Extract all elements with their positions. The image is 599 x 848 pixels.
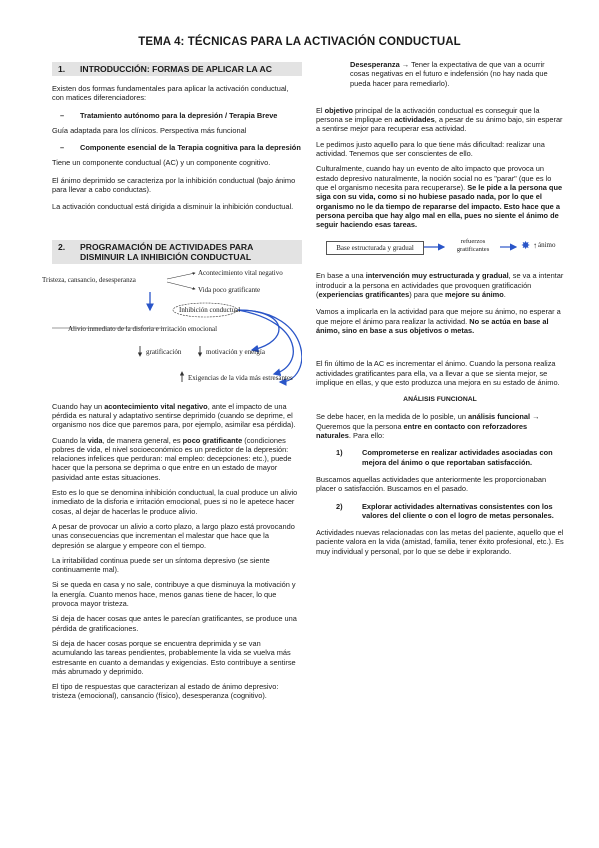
paragraph: En base a una intervención muy estructurada y gradual, se va a intentar introducir a la persona en actividades que provoquen gratificación (experiencias gratificantes) para que mejore su ánimo. bbox=[316, 271, 564, 300]
diagram-label-acontecimiento: Acontecimiento vital negativo bbox=[198, 268, 283, 277]
paragraph: Guía adaptada para los clínicos. Perspectiva más funcional bbox=[52, 125, 247, 135]
paragraph: El fin último de la AC es incrementar el ánimo. Cuando la persona realiza actividades gratificantes para ella, va a llevar a que se sienta mejor, se implique en ellas, y que esto produzca una mejora en su estado de ánimo. bbox=[316, 359, 560, 387]
diagram-label-alivio: Alivio inmediato de la disforia e irritación emocional bbox=[68, 324, 218, 333]
flow-label-animo: ánimo bbox=[538, 241, 556, 250]
list-item: 1) Comprometerse en realizar actividades asociadas con mejora del ánimo o que reportaban satisfacción. bbox=[336, 448, 553, 467]
section-heading-2: 2. PROGRAMACIÓN DE ACTIVIDADES PARA DISMINUIR LA INHIBICIÓN CONDUCTUAL bbox=[52, 240, 302, 264]
paragraph: Culturalmente, cuando hay un evento de alto impacto que provoca un estado depresivo naturalmente, la noción social no es "parar" (que es lo que el organismo necesita para recuperarse). Se le pide a la persona que siga con su vida, como si no hubiese pasado nada, por lo que el organismo no le da tiempo de repararse del impacto. Esto hace que a persona perciba que hay algo mal en ella, pues no siente el ánimo de seguir haciendo esas tareas. bbox=[316, 164, 563, 230]
subheading-analisis-funcional: ANÁLISIS FUNCIONAL bbox=[403, 396, 477, 404]
flow-label-refuerzos: refuerzos gratificantes bbox=[456, 238, 490, 253]
paragraph: A pesar de provocar un alivio a corto plazo, a largo plazo está provocando unas consecuencias que incrementan el malestar que hace que la depresión se alargue y empeore con el tiempo. bbox=[52, 521, 295, 550]
paragraph: Actividades nuevas relacionadas con las metas del paciente, aquello que el paciente valora en la vida (amistad, familia, tener éxito profesional, etc.). Es muy individual y personal, por lo que se debe ir explorando. bbox=[316, 528, 564, 556]
paragraph: Esto es lo que se denomina inhibición conductual, la cual produce un alivio inmediato de la disforia e irritación emocional, pues si no le apetece hacer cosas, al dejar de hacerlas le produce alivio. bbox=[52, 488, 298, 516]
diagram-label-inhibicion: Inhibición conductual bbox=[179, 305, 241, 314]
paragraph: Si se queda en casa y no sale, contribuye a que disminuya la motivación y la energía. Cuanto menos hace, menos ganas tiene de hacer, lo que provoca mayor tristeza. bbox=[52, 580, 296, 609]
diagram-label-exigencias: Exigencias de la vida más estresantes bbox=[188, 373, 293, 382]
inhibition-diagram bbox=[42, 268, 302, 388]
paragraph: Si deja de hacer cosas porque se encuentra deprimida y se van acumulando las tareas pendientes, probablemente la vida se vuelva más estresante en cuanto a demandas y exigencias. Esto contribuye a sentirse más abrumado y deprimido. bbox=[52, 638, 296, 676]
right-column bbox=[316, 60, 564, 556]
diagram-label-sintomas: Tristeza, cansancio, desesperanza bbox=[42, 275, 136, 284]
burst-icon: ✸ bbox=[521, 240, 531, 253]
paragraph: Buscamos aquellas actividades que anteriormente les proporcionaban placer o satisfacción. Buscamos en el pasado. bbox=[316, 474, 547, 494]
diagram-label-gratificacion: gratificación bbox=[146, 347, 182, 356]
left-column bbox=[42, 60, 302, 701]
activation-flow bbox=[316, 237, 564, 259]
paragraph: Tiene un componente conductual (AC) y un componente cognitivo. bbox=[52, 158, 271, 168]
diagram-label-motivacion: motivación y energía bbox=[206, 347, 265, 356]
paragraph: Vamos a implicarla en la actividad para que mejore su ánimo, no esperar a que mejore el ánimo para realizar la actividad. No se actúa en base al ánimo, sino en base a sus objetivos o metas. bbox=[316, 307, 561, 335]
paragraph: La activación conductual está dirigida a disminuir la inhibición conductual. bbox=[52, 202, 294, 212]
paragraph: Existen dos formas fundamentales para aplicar la activación conductual, con matices diferenciadores: bbox=[52, 84, 289, 103]
list-item: 2) Explorar actividades alternativas consistentes con los valores del cliente o con el logro de metas personales. bbox=[336, 501, 554, 520]
paragraph: Cuando hay un acontecimiento vital negativo, ante el impacto de una pérdida es natural y adaptativo sentirse deprimido (cuando se deprime, el organismo nos dice que paremos para, por ejemplo, asimilar esa pérdida). bbox=[52, 401, 296, 430]
paragraph: El objetivo principal de la activación conductual es conseguir que la persona se implique en actividades, a pesar de su ánimo bajo, sin esperar a sentirse mejor para recuperar esa actividad. bbox=[316, 105, 563, 134]
paragraph: Se debe hacer, en la medida de lo posible, un análisis funcional → Queremos que la persona entre en contacto con reforzadores naturales. Para ello: bbox=[316, 412, 540, 441]
diagram-label-vida: Vida poco gratificante bbox=[198, 285, 261, 294]
paragraph: Si deja de hacer cosas que antes le parecían gratificantes, se produce una pérdida de gratificaciones. bbox=[52, 614, 297, 633]
paragraph: El ánimo deprimido se caracteriza por la inhibición conductual (bajo ánimo para llevar a cabo conductas). bbox=[52, 175, 296, 195]
list-item: – Componente esencial de la Terapia cognitiva para la depresión bbox=[60, 143, 301, 153]
page-title: TEMA 4: TÉCNICAS PARA LA ACTIVACIÓN CONDUCTUAL bbox=[138, 36, 461, 48]
paragraph: Desesperanza → Tener la expectativa de que van a ocurrir cosas negativas en el futuro e indefensión (no hay nada que pueda hacer para remediarlo). bbox=[350, 60, 548, 88]
up-arrow-icon: ↑ bbox=[533, 241, 537, 251]
paragraph: El tipo de respuestas que caracterizan al estado de ánimo depresivo: tristeza (emocional), cansancio (físico), desesperanza (cognitivo). bbox=[52, 682, 279, 701]
paragraph: Cuando la vida, de manera general, es poco gratificante (condiciones pobres de vida, el nivel socioeconómico es un predictor de la depresión: relaciones infelices que perduran: mal empleo: decepciones: etc.), puede hacer que la persona se deprima o que entre en un estado de mayor pasividad ante estas situaciones. bbox=[52, 435, 292, 482]
paragraph: Le pedimos justo aquello para lo que tiene más dificultad: realizar una actividad. Tenemos que ser conscientes de ello. bbox=[316, 139, 545, 159]
section-heading-1: 1. INTRODUCCIÓN: FORMAS DE APLICAR LA AC bbox=[52, 62, 302, 76]
paragraph: La irritabilidad continua puede ser un síntoma depresivo (se siente continuamente mal). bbox=[52, 555, 270, 575]
flow-box-base: Base estructurada y gradual bbox=[326, 241, 424, 255]
list-item: – Tratamiento autónomo para la depresión / Terapia Breve bbox=[60, 110, 278, 120]
